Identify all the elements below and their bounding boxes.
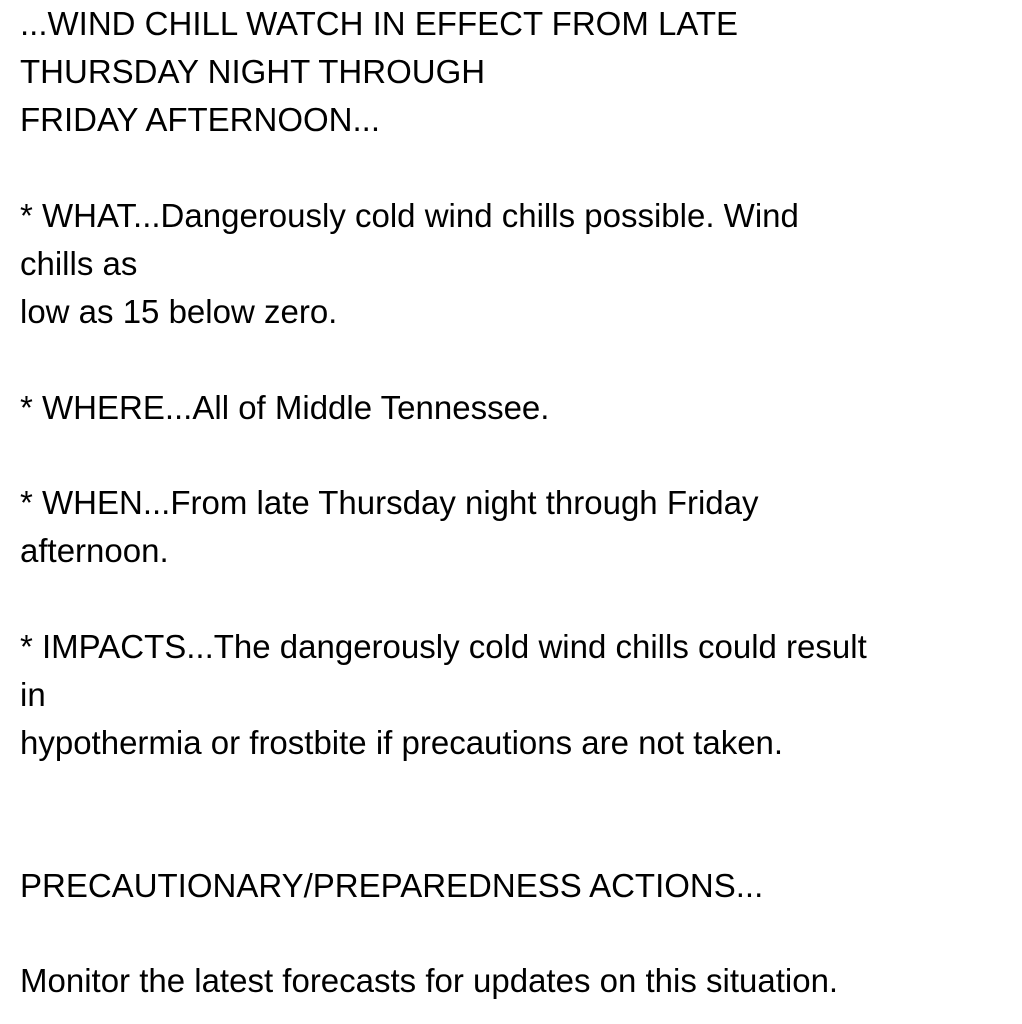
- headline-line-3: FRIDAY AFTERNOON...: [20, 101, 380, 138]
- what-line-2: chills as: [20, 245, 138, 282]
- when-line-2: afternoon.: [20, 532, 169, 569]
- when-line-1: * WHEN...From late Thursday night through Friday: [20, 484, 759, 521]
- what-line-3: low as 15 below zero.: [20, 293, 338, 330]
- where-line-1: * WHERE...All of Middle Tennessee.: [20, 389, 550, 426]
- headline-line-2: THURSDAY NIGHT THROUGH: [20, 53, 486, 90]
- precautionary-heading: PRECAUTIONARY/PREPAREDNESS ACTIONS...: [20, 867, 764, 904]
- impacts-line-3: hypothermia or frostbite if precautions are not taken.: [20, 724, 784, 761]
- headline-line-1: ...WIND CHILL WATCH IN EFFECT FROM LATE: [20, 5, 739, 42]
- what-line-1: * WHAT...Dangerously cold wind chills possible. Wind: [20, 197, 799, 234]
- precautionary-text: Monitor the latest forecasts for updates on this situation.: [20, 962, 839, 999]
- impacts-line-1: * IMPACTS...The dangerously cold wind chills could result: [20, 628, 867, 665]
- impacts-line-2: in: [20, 676, 46, 713]
